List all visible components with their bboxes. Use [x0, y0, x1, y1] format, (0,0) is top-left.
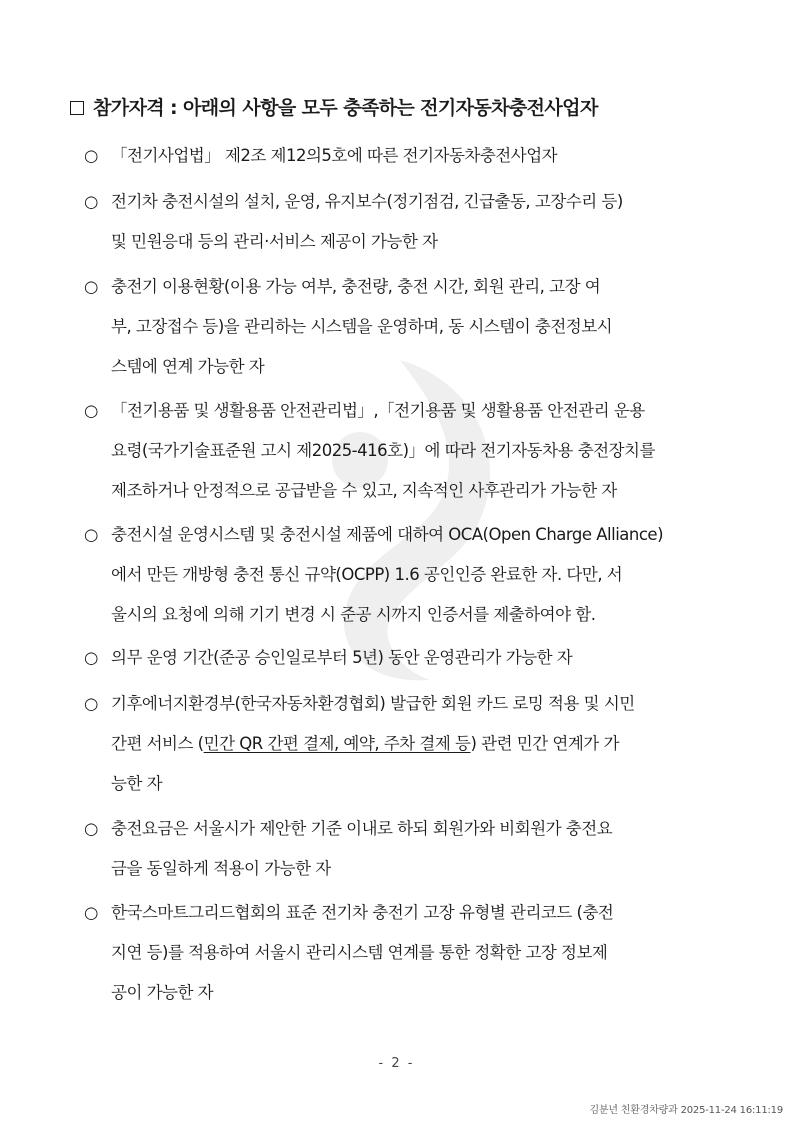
item-line: ○ 충전기 이용현황(이용 가능 여부, 충전량, 충전 시간, 회원 관리, 고장 여 [84, 267, 730, 307]
list-item [84, 684, 730, 804]
heading-text: 참가자격 : 아래의 사항을 모두 충족하는 전기자동차충전사업자 [93, 97, 598, 119]
item-line: 간편 서비스 (민간 QR 간편 결제, 예약, 주차 결제 등) 관련 민간 연계가 가 [111, 734, 619, 753]
list-item [84, 809, 730, 889]
circle-bullet-icon: ○ [84, 146, 98, 165]
circle-bullet-icon: ○ [84, 648, 98, 667]
circle-bullet-icon: ○ [84, 401, 98, 420]
item-line: ○ 「전기사업법」 제2조 제12의5호에 따른 전기자동차충전사업자 [84, 136, 730, 176]
list-item [84, 182, 730, 262]
list-item [84, 136, 730, 176]
item-line: ○ 의무 운영 기간(준공 승인일로부터 5년) 동안 운영관리가 가능한 자 [84, 638, 730, 678]
item-line: 에서 만든 개방형 충전 통신 규약(OCPP) 1.6 공인인증 완료한 자. 다만, 서 [111, 565, 623, 584]
item-line: 공이 가능한 자 [111, 983, 214, 1002]
circle-bullet-icon: ○ [84, 192, 98, 211]
item-line: 능한 자 [111, 774, 163, 793]
list-item [84, 893, 730, 1013]
item-line: 제조하거나 안정적으로 공급받을 수 있고, 지속적인 사후관리가 가능한 자 [111, 481, 617, 500]
item-line: 및 민원응대 등의 관리·서비스 제공이 가능한 자 [111, 232, 438, 251]
item-line: ○ 충전시설 운영시스템 및 충전시설 제품에 대하여 OCA(Open Charge Alliance) [84, 515, 730, 555]
item-line: 지연 등)를 적용하여 서울시 관리시스템 연계를 통한 정확한 고장 정보제 [111, 943, 608, 962]
circle-bullet-icon: ○ [84, 819, 98, 838]
page-number: - 2 - [378, 1056, 415, 1071]
item-line: 스템에 연계 가능한 자 [111, 357, 265, 376]
item-line: 울시의 요청에 의해 기기 변경 시 준공 시까지 인증서를 제출하여야 함. [111, 605, 596, 624]
item-line: 요령(국가기술표준원 고시 제2025-416호)」에 따라 전기자동차용 충전장치를 [111, 441, 655, 460]
list-item [84, 267, 730, 387]
item-line: 금을 동일하게 적용이 가능한 자 [111, 859, 331, 878]
item-line: 부, 고장접수 등)을 관리하는 시스템을 운영하며, 동 시스템이 충전정보시 [111, 317, 613, 336]
circle-bullet-icon: ○ [84, 903, 98, 922]
item-line: ○ 한국스마트그리드협회의 표준 전기차 충전기 고장 유형별 관리코드 (충전 [84, 893, 730, 933]
list-item [84, 515, 730, 635]
list-item [84, 638, 730, 678]
eligibility-heading [70, 94, 750, 122]
item-line: ○ 전기차 충전시설의 설치, 운영, 유지보수(정기점검, 긴급출동, 고장수리 등) [84, 182, 730, 222]
underlined-text: 민간 QR 간편 결제, 예약, 주차 결제 등 [203, 734, 471, 753]
circle-bullet-icon: ○ [84, 525, 98, 544]
item-line: ○ 충전요금은 서울시가 제안한 기준 이내로 하되 회원가와 비회원가 충전요 [84, 809, 730, 849]
list-item [84, 391, 730, 511]
item-line: ○ 「전기용품 및 생활용품 안전관리법」,「전기용품 및 생활용품 안전관리 운용 [84, 391, 730, 431]
item-line: ○ 기후에너지환경부(한국자동차환경협회) 발급한 회원 카드 로밍 적용 및 시민 [84, 684, 730, 724]
footer-stamp: 김분년 친환경차량과 2025-11-24 16:11:19 [589, 1105, 783, 1116]
circle-bullet-icon: ○ [84, 694, 98, 713]
circle-bullet-icon: ○ [84, 277, 98, 296]
empty-square-icon [70, 101, 84, 115]
